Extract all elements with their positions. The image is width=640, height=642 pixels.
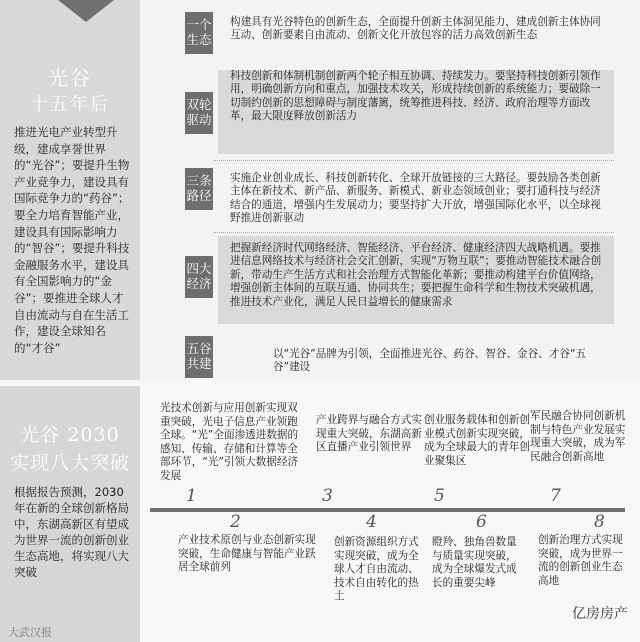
item-number: 5 bbox=[434, 486, 445, 506]
section1-sidebar bbox=[0, 0, 140, 380]
row-text: 构建具有光谷特色的创新生态，全面提升创新主体洞见能力，建成创新主体协同互动、创新要素自由流动、创新文化开放包容的活力高效创新生态 bbox=[230, 16, 601, 42]
breakthrough-item: 创业服务载体和创新创业模式创新实现突破，成为全球最大的青年创业聚集区 bbox=[424, 414, 530, 467]
section2-title-line1: 光谷 2030 bbox=[20, 424, 120, 446]
item-number: 3 bbox=[322, 486, 333, 506]
breakthrough-item: 军民融合协同创新机制与特色产业发展实现重大突破，成为军民融合创新高地 bbox=[530, 410, 626, 463]
row-badge: 四大 经济 bbox=[185, 256, 213, 298]
section2-body: 根据报告预测，2030 年在新的全球创新格局中，东湖高新区有望成为世界一流的创新创业生态高地，将实现八大突破 bbox=[14, 485, 129, 579]
divider bbox=[214, 160, 614, 161]
row-badge: 三条 路径 bbox=[185, 168, 213, 210]
row-text: 以“光谷”品牌为引领，全面推进光谷、药谷、智谷、金谷、才谷“五谷”建设 bbox=[273, 348, 587, 374]
item-number: 2 bbox=[230, 512, 241, 532]
row-badge: 双轮 驱动 bbox=[185, 92, 213, 134]
breakthrough-item: 光技术创新与应用创新实现双重突破，光电子信息产业领跑全球。“光”全面渗透进数据的感知、传输、存储和计算等全部环节，“光”引领大数据经济发展 bbox=[160, 402, 299, 482]
row-text: 科技创新和体制机制创新两个轮子相互协调、持续发力。要坚持科技创新引领作用，明确创新方向和重点，加强技术攻关，形成持续创新的系统能力；要破除一切制约创新的思想障碍与制度藩篱，统筹推进科技、经济、政府治理等方面改革，最大限度释放创新活力 bbox=[230, 70, 601, 123]
notch-decoration bbox=[58, 0, 114, 22]
item-number: 8 bbox=[594, 512, 605, 532]
item-number: 4 bbox=[366, 512, 377, 532]
row-badge: 五谷 共建 bbox=[185, 336, 213, 378]
timeline-bar bbox=[150, 508, 625, 512]
item-number: 6 bbox=[476, 512, 487, 532]
row-text: 把握新经济时代网络经济、智能经济、平台经济、健康经济四大战略机遇。要推进信息网络技术与经济社会交汇创新，实现“万物互联”；要推动智能技术融合创新，带动生产生活方式和社会治理方式智能化革新；要推动构建平台价值网络，增强创新主体间的互联互通、协同共生；要把握生命科学和生物技术突破机遇，推进技术产业化，满足人民日益增长的健康需求 bbox=[230, 242, 602, 308]
section1-title-line2: 十五年后 bbox=[30, 94, 110, 115]
row-text: 实施企业创业成长、科技创新转化、全球开放链接的三大路径。要鼓励各类创新主体在新技术、新产品、新服务、新模式、新业态领域创业；要打通科技与经济结合的通道，增强内生发展动力；要坚持扩大开放，增强国际化水平，以全球视野推进创新驱动 bbox=[230, 172, 601, 225]
row-badge: 一个 生态 bbox=[185, 12, 213, 54]
breakthrough-item: 瞪羚、独角兽数量与质量实现突破，成为全球爆发式成长的重要尖峰 bbox=[432, 536, 517, 589]
watermark: 大武汉报 bbox=[8, 626, 52, 639]
breakthrough-item: 产业技术原创与业态创新实现突破，生命健康与智能产业跃居全球前列 bbox=[178, 534, 316, 574]
breakthrough-item: 产业跨界与融合方式实现重大突破，东湖高新区直播产业引领世界 bbox=[316, 414, 422, 454]
divider bbox=[214, 232, 614, 233]
item-number: 1 bbox=[186, 486, 197, 506]
breakthrough-item: 创新资源组织方式实现突破，成为全球人才自由流动、技术自由转化的热土 bbox=[334, 536, 419, 603]
item-number: 7 bbox=[550, 486, 561, 506]
section1-body: 推进光电产业转型升级，建成享誉世界的“光谷”；要提升生物产业竞争力，建设具有国际竞争力的“药谷”；要全力培育智能产业，建设具有国际影响力的“智谷”；要提升科技金融服务水平，建设具有全国影响力的“金谷”；要推进全球人才自由流动与自在生活工作，建设全球知名的“才谷” bbox=[14, 125, 130, 355]
section1-title-line1: 光谷 bbox=[48, 66, 92, 90]
section2-title-line2: 实现八大突破 bbox=[9, 452, 130, 474]
brand-logo: 亿房房产 bbox=[572, 606, 628, 622]
breakthrough-item: 创新治理方式实现突破，成为世界一流的创新创业生态高地 bbox=[538, 534, 623, 587]
